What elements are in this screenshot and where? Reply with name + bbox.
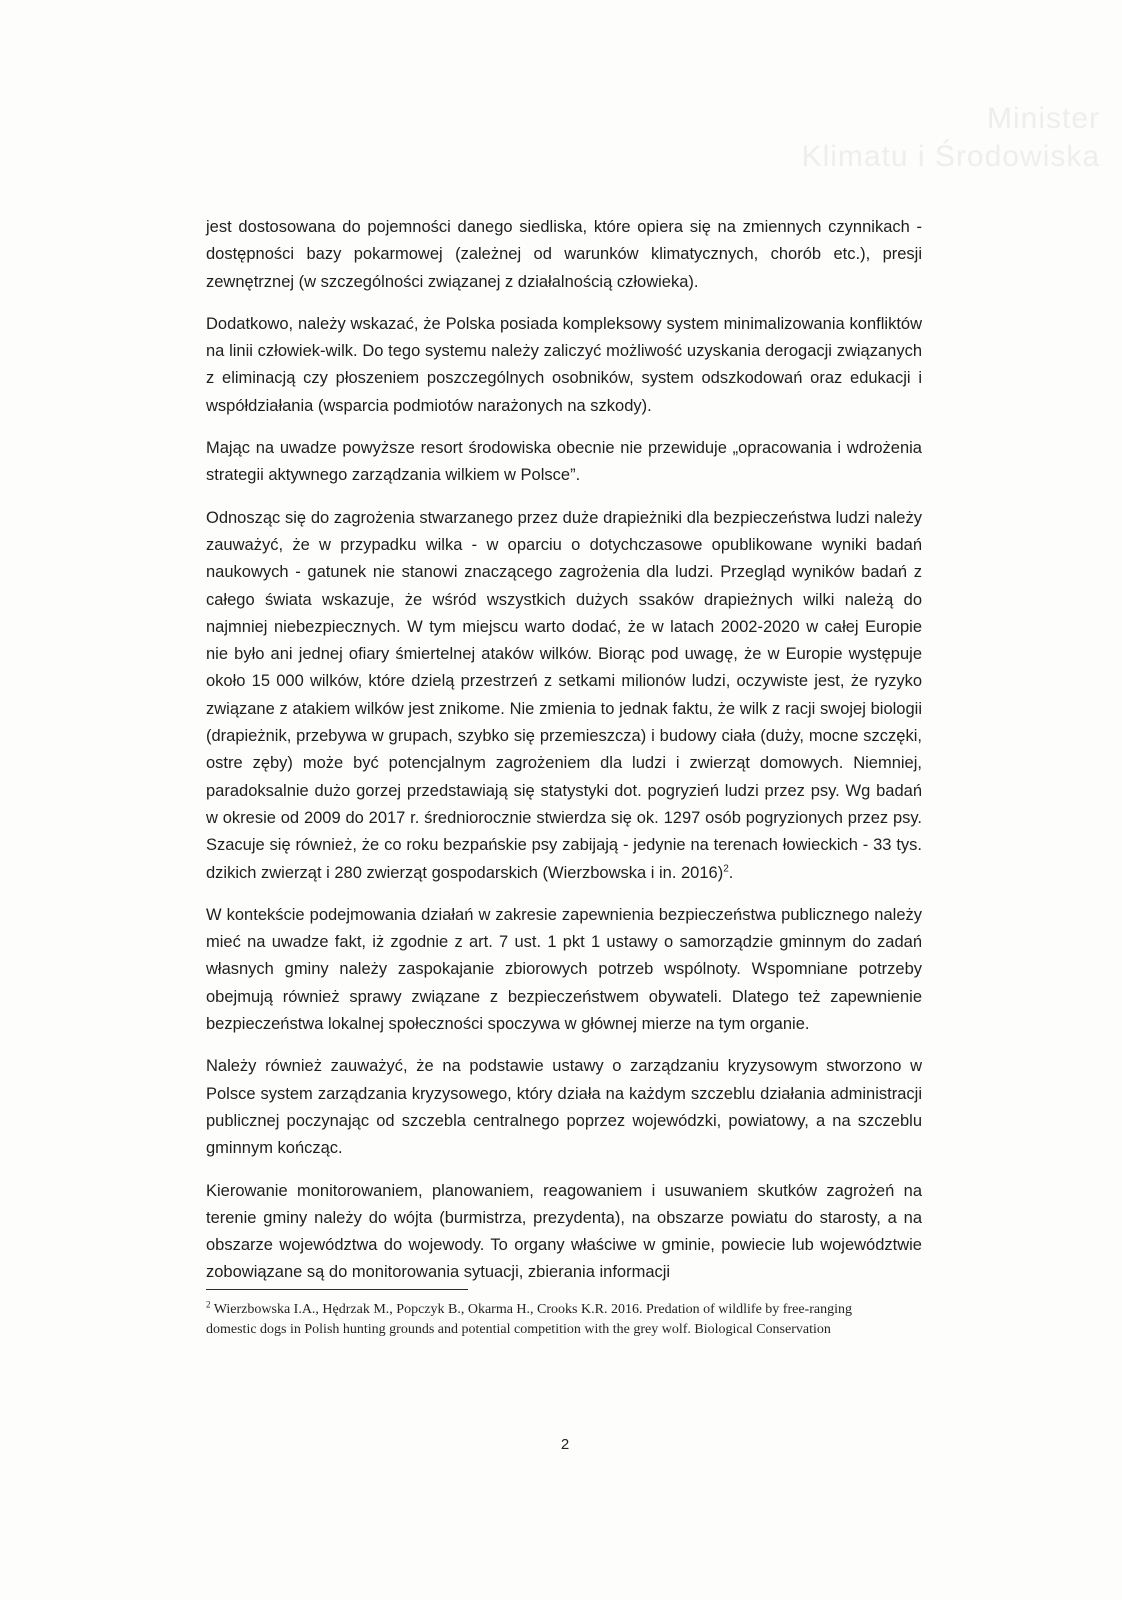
watermark-line-2: Klimatu i Środowiska bbox=[801, 140, 1100, 173]
paragraph-conflict-system: Dodatkowo, należy wskazać, że Polska posiada kompleksowy system minimalizowania konfliktów na linii człowiek-wilk. Do tego systemu należy zaliczyć możliwość uzyskania derogacji związanych z eliminacją czy płoszeniem poszczególnych osobników, system odszkodowań oraz edukacji i współdziałania (wsparcia podmiotów narażonych na szkody). bbox=[206, 314, 922, 415]
footnote-divider bbox=[206, 1289, 468, 1290]
paragraph-wolf-threat-text: Odnosząc się do zagrożenia stwarzanego przez duże drapieżniki dla bezpieczeństwa ludzi należy zauważyć, że w przypadku wilka - w oparciu o dotychczasowe opublikowane wyniki badań naukowych - gatunek nie stanowi znaczącego zagrożenia dla ludzi. Przegląd wyników badań z całego świata wskazuje, że wśród wszystkich dużych ssaków drapieżnych wilki należą do najmniej niebezpiecznych. W tym miejscu warto dodać, że w latach 2002-2020 w całej Europie nie było ani jednej ofiary śmiertelnej ataków wilków. Biorąc pod uwagę, że w Europie występuje około 15 000 wilków, które dzielą przestrzeń z setkami milionów ludzi, oczywiste jest, że ryzyko związane z atakiem wilków jest znikome. Nie zmienia to jednak faktu, że wilk z racji swojej biologii (drapieżnik, przebywa w grupach, szybko się przemieszcza) i budowy ciała (duży, mocne szczęki, ostre zęby) może być potencjalnym zagrożeniem dla ludzi i zwierząt domowych. Niemniej, paradoksalnie dużo gorzej przedstawiają się statystyki dot. pogryzień ludzi przez psy. Wg badań w okresie od 2009 do 2017 r. średniorocznie stwierdza się ok. 1297 osób pogryzionych przez psy. Szacuje się również, że co roku bezpańskie psy zabijają - jedynie na terenach łowieckich - 33 tys. dzikich zwierząt i 280 zwierząt gospodarskich (Wierzbowska i in. 2016) bbox=[206, 508, 922, 882]
footnote-text: Wierzbowska I.A., Hędrzak M., Popczyk B., Okarma H., Crooks K.R. 2016. Predation of wildlife by free-ranging domestic dogs in Polish hunting grounds and potential competition with the grey wolf. Biological Conservation bbox=[206, 1302, 852, 1337]
document-body bbox=[206, 214, 922, 1302]
paragraph-public-safety: W kontekście podejmowania działań w zakresie zapewnienia bezpieczeństwa publicznego należy mieć na uwadze fakt, iż zgodnie z art. 7 ust. 1 pkt 1 ustawy o samorządzie gminnym do zadań własnych gminy należy zaspokajanie zbiorowych potrzeb wspólnoty. Wspomniane potrzeby obejmują również sprawy związane z bezpieczeństwem obywateli. Dlatego też zapewnienie bezpieczeństwa lokalnej społeczności spoczywa w głównej mierze na tym organie. bbox=[206, 905, 922, 1034]
paragraph-crisis-management: Należy również zauważyć, że na podstawie ustawy o zarządzaniu kryzysowym stworzono w Polsce system zarządzania kryzysowego, który działa na każdym szczeblu działania administracji publicznej poczynając od szczebla centralnego poprzez wojewódzki, powiatowy, a na szczeblu gminnym kończąc. bbox=[206, 1057, 922, 1158]
paragraph-responsibility: Kierowanie monitorowaniem, planowaniem, reagowaniem i usuwaniem skutków zagrożeń na terenie gminy należy do wójta (burmistrza, prezydenta), na obszarze powiatu do starosty, a na obszarze województwa do wojewody. To organy właściwe w gminie, powiecie lub województwie zobowiązane są do monitorowania sytuacji, zbierania informacji bbox=[206, 1181, 922, 1282]
footnote-reference: 2 bbox=[723, 863, 729, 875]
paragraph-population-capacity: jest dostosowana do pojemności danego siedliska, które opiera się na zmiennych czynnikach - dostępności bazy pokarmowej (zależnej od warunków klimatycznych, chorób etc.), presji zewnętrznej (w szczególności związanej z działalnością człowieka). bbox=[206, 218, 922, 291]
paragraph-no-strategy: Mając na uwadze powyższe resort środowiska obecnie nie przewiduje „opracowania i wdrożenia strategii aktywnego zarządzania wilkiem w Polsce”. bbox=[206, 439, 922, 485]
footnote-number: 2 bbox=[206, 1299, 211, 1310]
footnote bbox=[206, 1300, 906, 1340]
page-number: 2 bbox=[560, 1436, 570, 1453]
paragraph-wolf-threat bbox=[206, 505, 922, 887]
watermark-line-1: Minister bbox=[986, 102, 1100, 135]
letterhead-watermark bbox=[800, 100, 1100, 200]
paragraph-wolf-threat-tail: . bbox=[728, 863, 734, 882]
